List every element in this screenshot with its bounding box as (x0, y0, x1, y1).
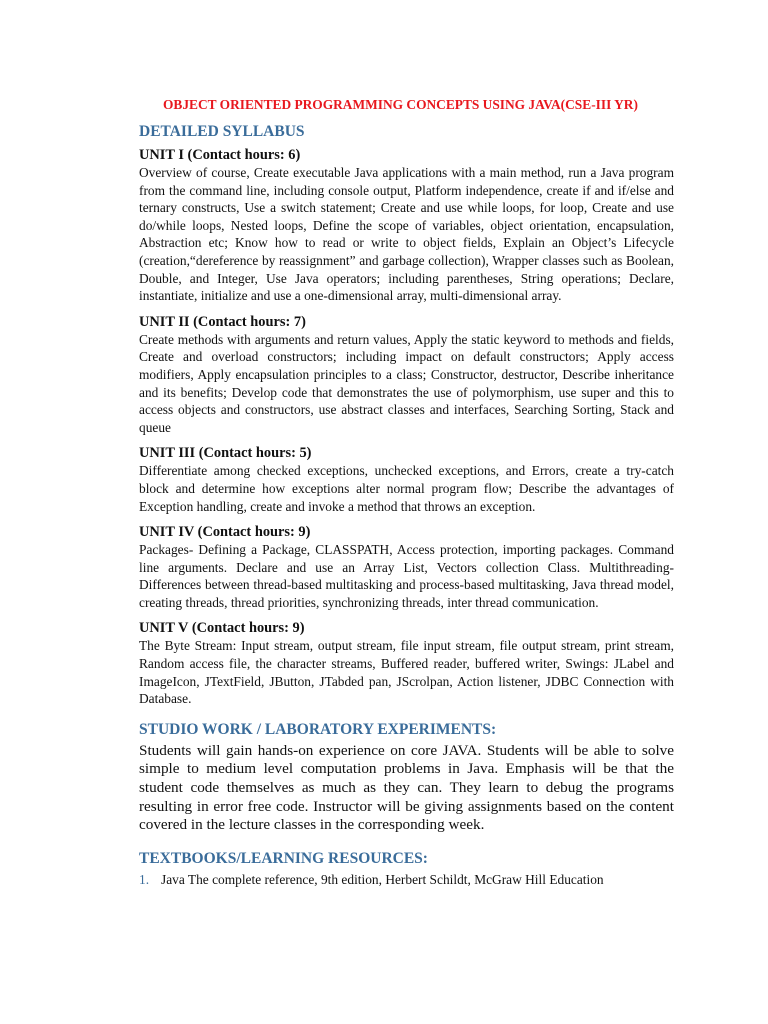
unit-4-body: Packages- Defining a Package, CLASSPATH, Access protection, importing packages. Command line arguments. Declare and use an Array List, Vectors collection Class. Multithreading- Differences between thread-based multitasking and process-based multitasking, Java thread model, creating threads, thread priorities, synchronizing threads, inter thread communication. (139, 542, 674, 610)
syllabus-page (139, 96, 674, 889)
unit-3 (139, 444, 674, 515)
unit-2-body: Create methods with arguments and return values, Apply the static keyword to methods and fields, Create and overload constructors; including impact on default constructors; Apply access modifiers, Apply encapsulation principles to a class; Constructor, destructor, Describe inheritance and its benefits; Develop code that demonstrates the use of polymorphism, use super and this to access objects and constructors, use abstract classes and interfaces, Searching Sorting, Stack and queue (139, 331, 674, 435)
list-item-text: Java The complete reference, 9th edition, Herbert Schildt, McGraw Hill Education (161, 871, 604, 887)
unit-3-name: UNIT III (139, 445, 196, 462)
unit-5-title (139, 619, 674, 637)
unit-2-hours: (Contact hours: 7) (193, 313, 306, 330)
unit-2 (139, 313, 674, 437)
list-item-number: 1. (139, 871, 150, 887)
unit-4 (139, 523, 674, 611)
unit-3-title (139, 444, 674, 462)
unit-1-name: UNIT I (139, 147, 184, 163)
list-item (139, 871, 674, 889)
unit-4-title (139, 523, 674, 541)
studio-section (139, 720, 674, 835)
unit-5-name: UNIT V (139, 620, 189, 637)
unit-2-title (139, 313, 674, 331)
unit-3-body: Differentiate among checked exceptions, unchecked exceptions, and Errors, create a try-catch block and determine how exceptions alter normal program flow; Describe the advantages of Exception handling, create and invoke a method that throws an exception. (139, 463, 674, 514)
unit-1-body: Overview of course, Create executable Java applications with a main method, run a Java program from the command line, including console output, Platform independence, create if and if/else and ternary constructs, Use a switch statement; Create and use while loops, for loop, Create and use do/while loops, Nested loops, Define the scope of variables, object orientation, encapsulation, Abstraction etc; Know how to read or write to object fields, Explain an Object’s Lifecycle (creation,“dereference by reassignment” and garbage collection), Wrapper classes such as Boolean, Double, and Integer, Use Java operators; including parentheses, String operations; Declare, instantiate, initialize and use a one-dimensional array, multi-dimensional array. (139, 165, 674, 304)
unit-1 (139, 146, 674, 305)
unit-5 (139, 619, 674, 707)
unit-1-hours: (Contact hours: 6) (187, 147, 301, 163)
unit-4-name: UNIT IV (139, 524, 195, 541)
unit-5-hours: (Contact hours: 9) (191, 620, 305, 637)
unit-4-hours: (Contact hours: 9) (197, 524, 311, 541)
studio-body: Students will gain hands-on experience on core JAVA. Students will be able to solve simple to medium level computation problems in Java. Emphasis will be that the student code themselves as much as they can. They learn to debug the programs resulting in error free code. Instructor will be giving assignments based on the content covered in the lecture classes in the corresponding week. (139, 741, 674, 834)
textbooks-section (139, 849, 674, 889)
studio-heading: STUDIO WORK / LABORATORY EXPERIMENTS: (139, 720, 497, 738)
unit-3-hours: (Contact hours: 5) (198, 445, 312, 462)
resource-list (139, 871, 674, 889)
detailed-syllabus-heading: DETAILED SYLLABUS (139, 123, 305, 140)
unit-1-title (139, 146, 674, 164)
document-title: OBJECT ORIENTED PROGRAMMING CONCEPTS USING JAVA(CSE-III YR) (163, 97, 638, 112)
textbooks-heading: TEXTBOOKS/LEARNING RESOURCES: (139, 849, 428, 867)
unit-2-name: UNIT II (139, 313, 190, 330)
unit-5-body: The Byte Stream: Input stream, output stream, file input stream, file output stream, print stream, Random access file, the character streams, Buffered reader, buffered writer, Swings: JLabel and ImageIcon, JTextField, JButton, JTabded pan, JScrolpan, Action listener, JDBC Connection with Database. (139, 638, 674, 707)
